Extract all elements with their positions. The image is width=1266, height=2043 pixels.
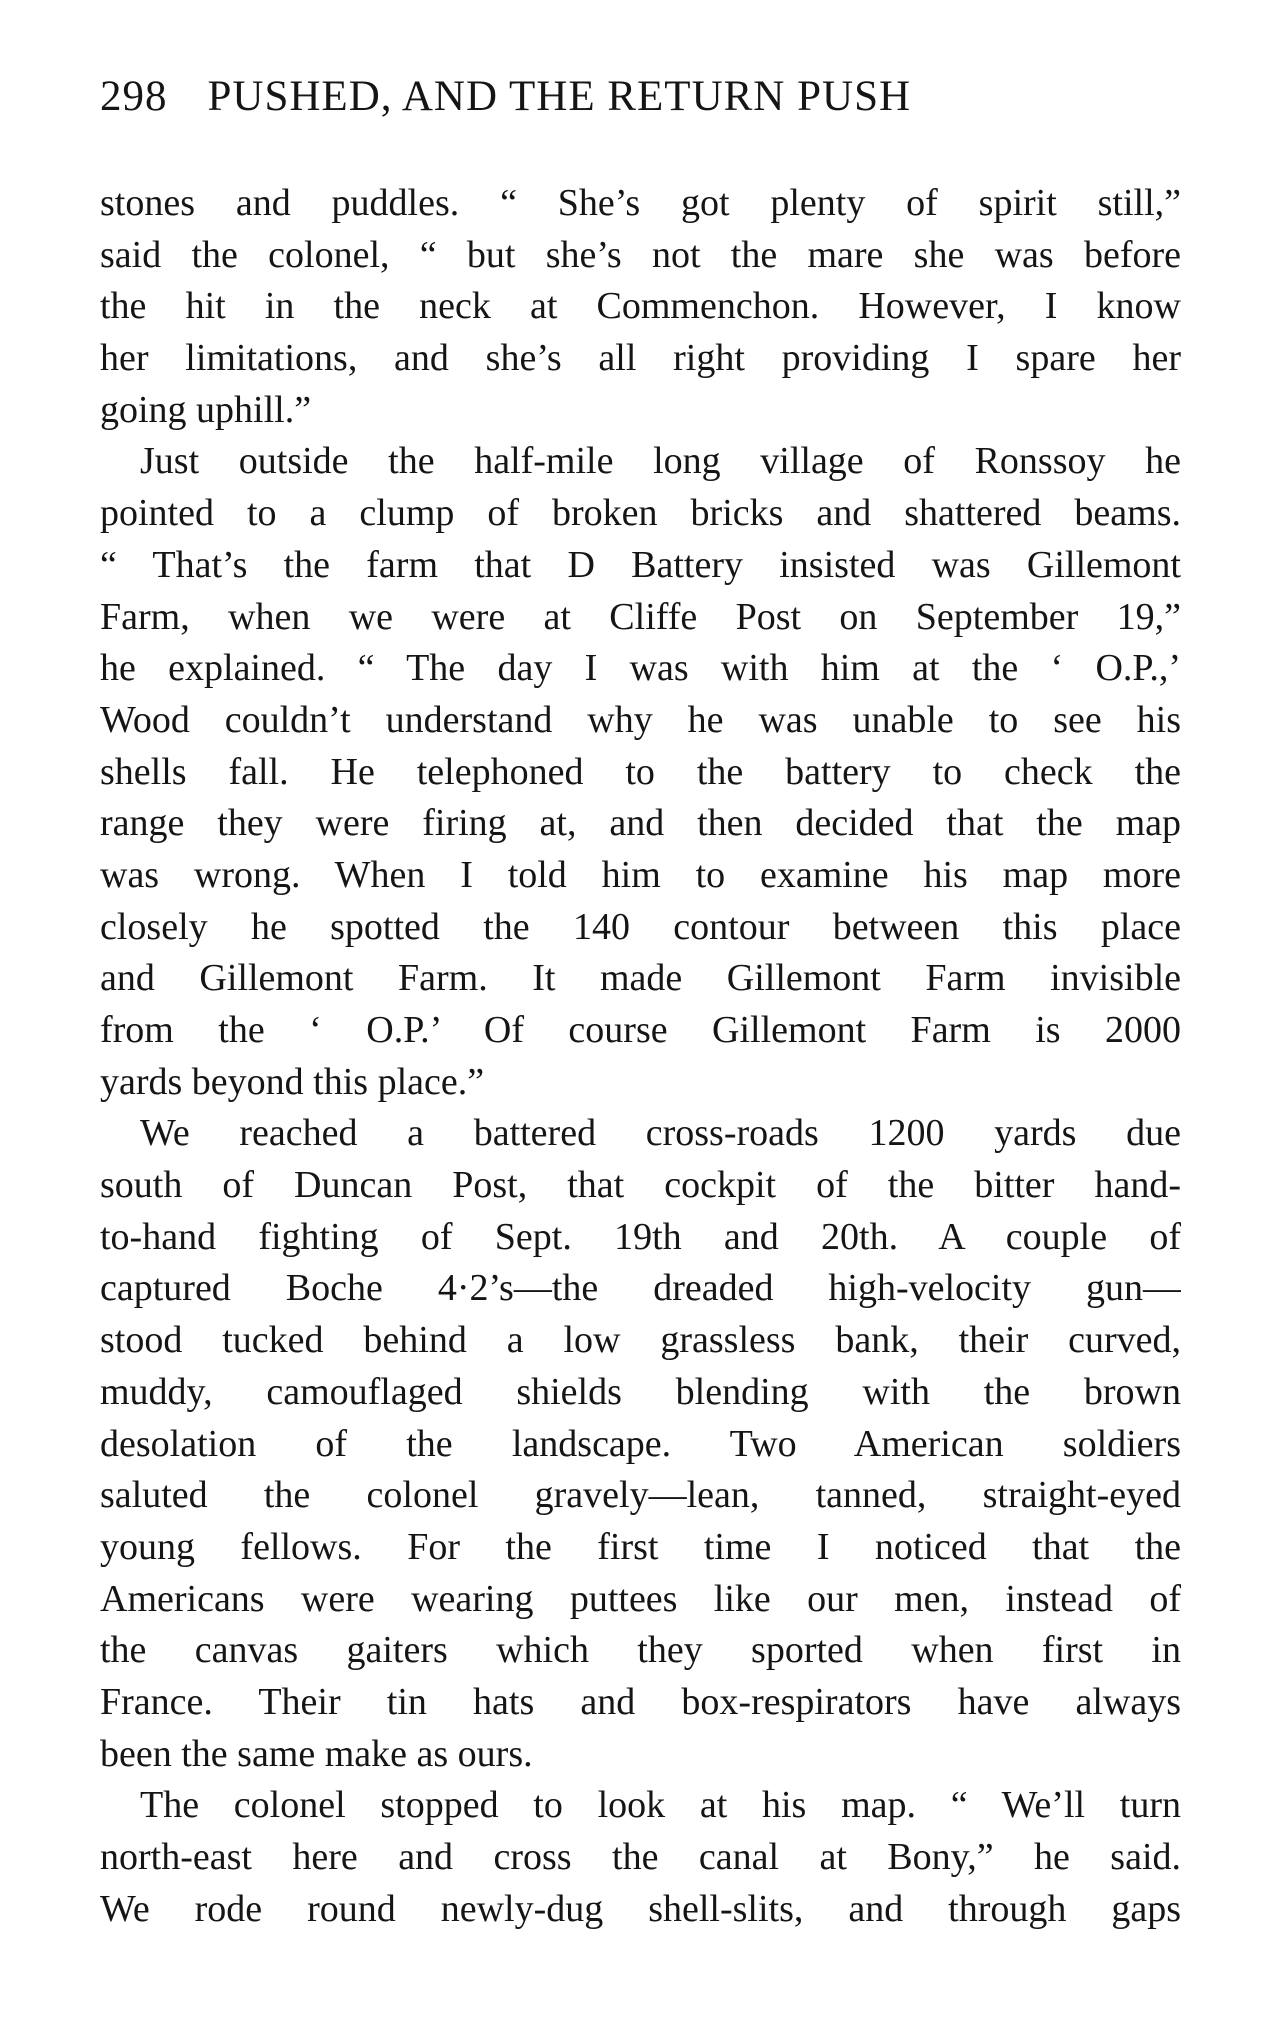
body-text: [100, 178, 1181, 1935]
page-number: 298: [100, 73, 168, 120]
text-line: France. Their tin hats and box-respirators have always: [100, 1680, 1181, 1723]
text-line: and Gillemont Farm. It made Gillemont Farm invisible: [100, 957, 1181, 1000]
text-line: saluted the colonel gravely—lean, tanned, straight-eyed: [100, 1474, 1181, 1517]
text-line: been the same make as ours.: [100, 1732, 533, 1775]
text-line: pointed to a clump of broken bricks and shattered beams.: [100, 492, 1181, 535]
text-line: captured Boche 4·2’s—the dreaded high-velocity gun—: [100, 1267, 1181, 1310]
text-line: Farm, when we were at Cliffe Post on September 19,”: [100, 595, 1181, 638]
text-line: said the colonel, “ but she’s not the mare she was before: [100, 233, 1181, 276]
text-line: going uphill.”: [100, 388, 312, 431]
text-line: the canvas gaiters which they sported when first in: [100, 1629, 1181, 1672]
text-line: The colonel stopped to look at his map. “ We’ll turn: [140, 1784, 1181, 1827]
text-line: the hit in the neck at Commenchon. However, I know: [100, 285, 1181, 328]
text-line: from the ‘ O.P.’ Of course Gillemont Farm is 2000: [100, 1009, 1181, 1051]
text-line: “ That’s the farm that D Battery insisted was Gillemont: [100, 543, 1181, 586]
text-line: young fellows. For the first time I noticed that the: [100, 1525, 1181, 1568]
text-line: shells fall. He telephoned to the battery to check the: [100, 750, 1181, 793]
text-line: Wood couldn’t understand why he was unable to see his: [100, 698, 1181, 741]
text-line: stood tucked behind a low grassless bank, their curved,: [100, 1319, 1181, 1362]
text-line: he explained. “ The day I was with him at the ‘ O.P.,’: [100, 647, 1181, 690]
text-line: We reached a battered cross-roads 1200 yards due: [140, 1112, 1181, 1155]
text-line: her limitations, and she’s all right providing I spare her: [100, 337, 1181, 380]
text-line: closely he spotted the 140 contour between this place: [100, 905, 1181, 948]
text-line: was wrong. When I told him to examine his map more: [100, 853, 1181, 896]
text-line: Just outside the half-mile long village of Ronssoy he: [140, 440, 1181, 483]
text-line: Americans were wearing puttees like our men, instead of: [100, 1577, 1181, 1620]
running-head: [100, 72, 1181, 122]
text-line: to-hand fighting of Sept. 19th and 20th. A couple of: [100, 1215, 1181, 1258]
text-line: yards beyond this place.”: [100, 1060, 485, 1103]
text-line: south of Duncan Post, that cockpit of the bitter hand-: [100, 1164, 1181, 1207]
text-line: stones and puddles. “ She’s got plenty of spirit still,”: [100, 182, 1181, 224]
text-line: desolation of the landscape. Two American soldiers: [100, 1422, 1181, 1465]
running-title: PUSHED, AND THE RETURN PUSH: [207, 73, 912, 120]
text-line: We rode round newly-dug shell-slits, and through gaps: [100, 1887, 1181, 1930]
text-line: muddy, camouflaged shields blending with the brown: [100, 1370, 1181, 1413]
text-line: range they were firing at, and then decided that the map: [100, 802, 1181, 845]
text-line: north-east here and cross the canal at Bony,” he said.: [100, 1836, 1181, 1878]
